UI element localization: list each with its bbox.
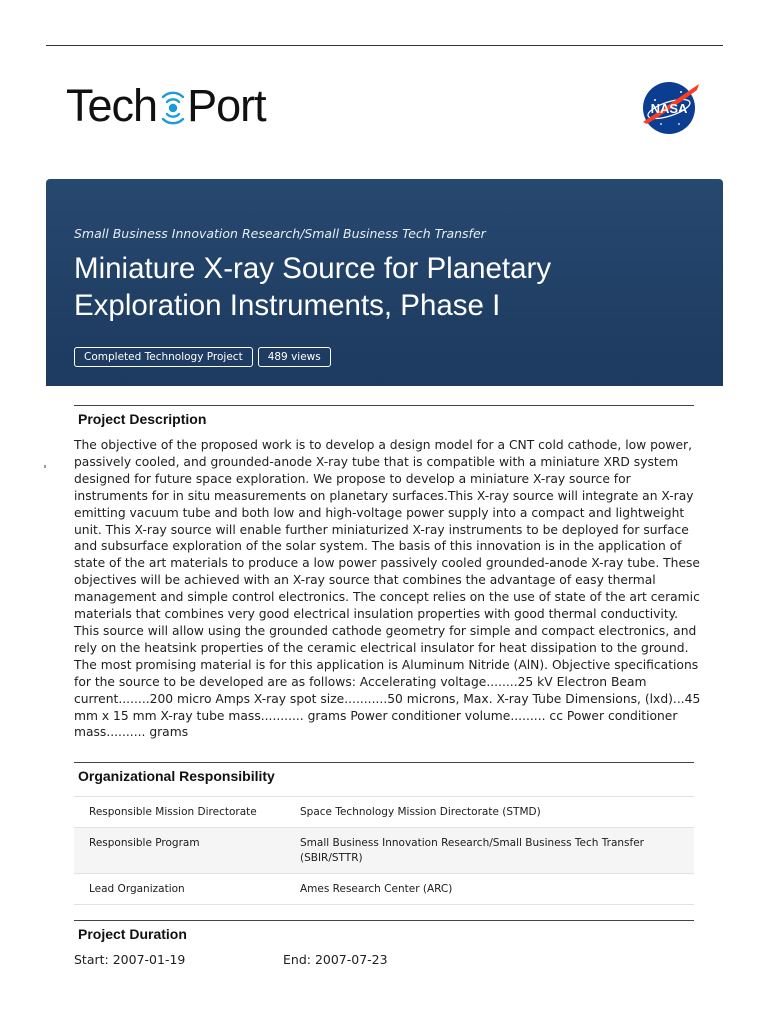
logo-text-left: Tech (66, 80, 158, 131)
margin-mark (44, 465, 46, 468)
duration-divider (74, 920, 694, 921)
nasa-logo-text: NASA (650, 101, 688, 116)
table-row (74, 797, 694, 828)
row-label: Responsible Program (74, 828, 285, 874)
nasa-logo (639, 80, 701, 136)
table-row (74, 874, 694, 905)
row-value: Ames Research Center (ARC) (285, 874, 694, 905)
row-value: Space Technology Mission Directorate (STMD) (285, 797, 694, 828)
views-badge: 489 views (258, 347, 331, 367)
description-divider (74, 405, 694, 406)
description-heading: Project Description (78, 411, 207, 427)
techport-logo[interactable] (66, 82, 266, 130)
top-divider (46, 45, 723, 46)
status-badge: Completed Technology Project (74, 347, 253, 367)
organization-table (74, 796, 694, 905)
start-date: Start: 2007-01-19 (74, 952, 186, 967)
row-label: Responsible Mission Directorate (74, 797, 285, 828)
project-description-text: The objective of the proposed work is to develop a design model for a CNT cold cathode, low power, passively cooled, and grounded-anode X-ray tube that is compatible with a miniature XRD system designed for future space exploration. We propose to develop a miniature X-ray source for instruments for in situ measurements on planetary surfaces.This X-ray source will integrate an X-ray emitting vacuum tube and both low and high-voltage power supply into a compact and lightweight unit. This X-ray source will enable further miniaturized X-ray instruments to be deployed for surface and subsurface exploration of the solar system. The basis of this innovation is in the application of state of the art materials to produce a low power passively cooled grounded-anode X-ray tube. These objectives will be achieved with an X-ray source that combines the advantage of easy thermal management and simple control electronics. The concept relies on the use of state of the art ceramic materials that combines very good electrical insulation properties with good thermal conductivity. This source will allow using the grounded cathode geometry for simple and compact electronics, and rely on the heatsink properties of the ceramic electrical insulator for heat dissipation to the ground. The most promising material is for this application is Aluminum Nitride (AlN). Objective specifications for the source to be developed are as follows: Accelerating voltage........25 kV Electron Beam current........200 micro Amps X-ray spot size...........50 microns, Max. X-ray Tube Dimensions, (lxd)...45 mm x 15 mm X-ray tube mass........... grams Power conditioner volume......... cc Power conditioner mass.......... grams (74, 438, 701, 740)
badge-row (74, 347, 331, 367)
organization-heading: Organizational Responsibility (78, 768, 275, 784)
organization-divider (74, 762, 694, 763)
logo-text-right: Port (187, 80, 266, 131)
row-label: Lead Organization (74, 874, 285, 905)
page-title: Miniature X-ray Source for Planetary Exploration Instruments, Phase I (74, 252, 552, 322)
project-header (46, 179, 723, 386)
program-name: Small Business Innovation Research/Small Business Tech Transfer (74, 226, 486, 241)
row-value: Small Business Innovation Research/Small Business Tech Transfer (SBIR/STTR) (285, 828, 694, 874)
table-row (74, 828, 694, 874)
end-date: End: 2007-07-23 (283, 952, 388, 967)
duration-heading: Project Duration (78, 926, 187, 942)
signal-icon (158, 82, 188, 130)
